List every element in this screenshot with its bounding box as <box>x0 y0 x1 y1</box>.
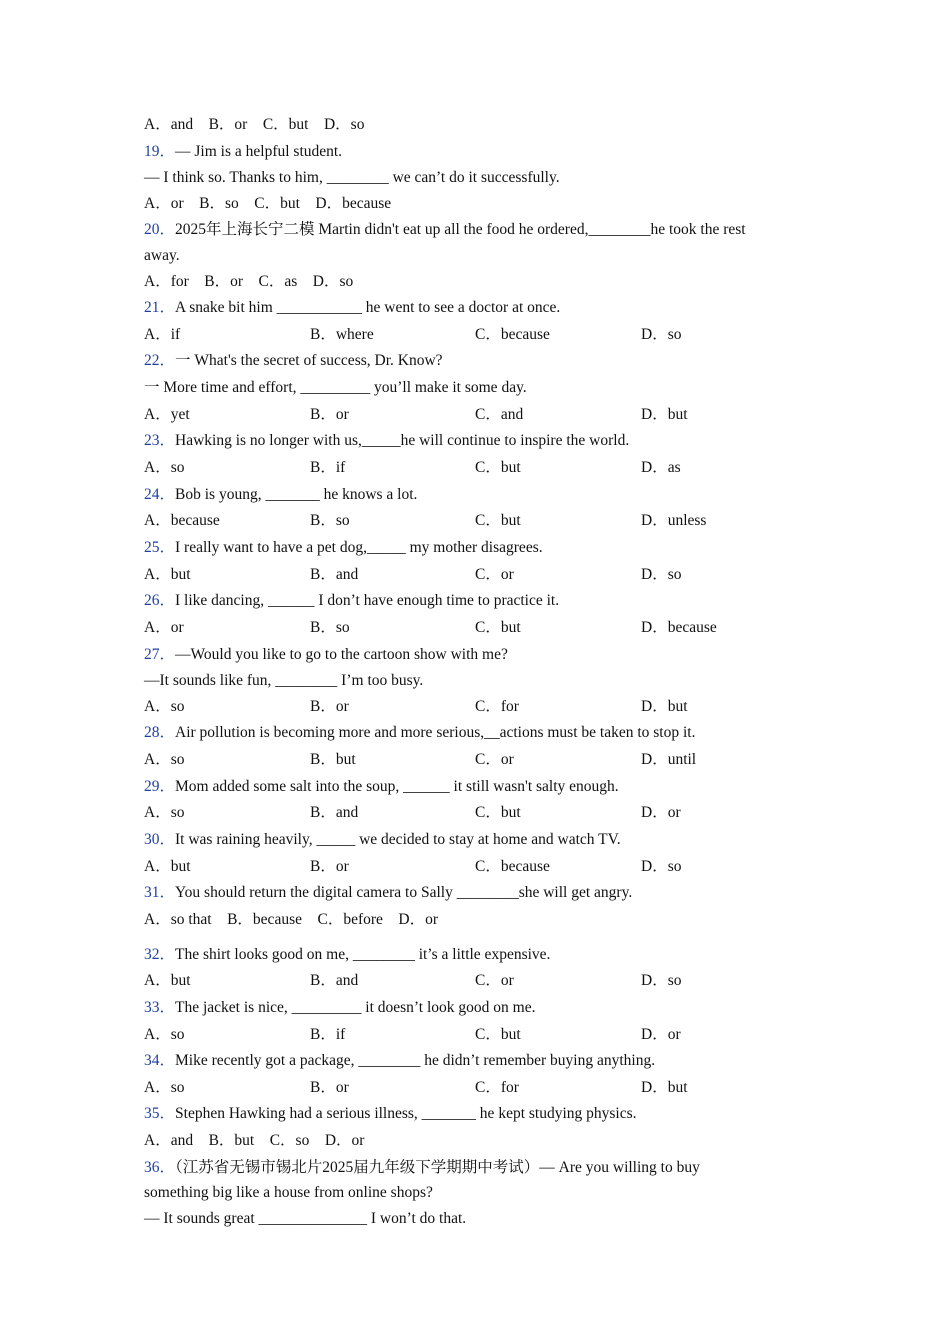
option-d: D．but <box>641 406 688 423</box>
question-number: 27． <box>144 646 176 663</box>
question-33 <box>144 997 535 1019</box>
option-a: A．so <box>144 1079 185 1096</box>
option-c: C．for <box>475 698 519 715</box>
question-number: 29． <box>144 778 176 795</box>
question-32 <box>144 944 550 966</box>
option-b: B．so <box>310 619 350 636</box>
question-stem: （江苏省无锡市锡北片2025届九年级下学期期中考试）— Are you willing to buy <box>175 1159 700 1176</box>
question-stem-continued: something big like a house from online shops? <box>144 1184 433 1201</box>
question-number: 19． <box>144 143 176 160</box>
option-d: D．or <box>641 804 681 821</box>
option-c: C．but <box>475 459 521 476</box>
option-b: B．and <box>310 972 359 989</box>
question-23 <box>144 430 629 452</box>
option-a: A．but <box>144 566 191 583</box>
option-c: C．for <box>475 1079 519 1096</box>
option-b: B．but <box>310 751 356 768</box>
question-30 <box>144 829 621 851</box>
question-number: 36． <box>144 1159 176 1176</box>
dialogue-line: 一 More time and effort, _________ you’ll make it some day. <box>144 379 527 396</box>
question-number: 34． <box>144 1052 176 1069</box>
question-number: 26． <box>144 592 176 609</box>
question-stem: The shirt looks good on me, ________ it’s a little expensive. <box>175 946 551 963</box>
option-a: A．yet <box>144 406 190 423</box>
question-stem: 一 What's the secret of success, Dr. Know? <box>175 352 443 369</box>
question-number: 22． <box>144 352 176 369</box>
option-a: A．so <box>144 1026 185 1043</box>
option-c: C．or <box>475 566 514 583</box>
question-26 <box>144 590 559 612</box>
option-d: D．as <box>641 459 681 476</box>
question-number: 24． <box>144 486 176 503</box>
option-c: C．or <box>475 972 514 989</box>
question-stem: The jacket is nice, _________ it doesn’t look good on me. <box>175 999 536 1016</box>
question-stem: It was raining heavily, _____ we decided to stay at home and watch TV. <box>175 831 621 848</box>
q35-options: A．and B．but C．so D．or <box>144 1132 365 1149</box>
option-a: A．but <box>144 858 191 875</box>
question-25 <box>144 537 543 559</box>
question-stem: Mom added some salt into the soup, ______ it still wasn't salty enough. <box>175 778 619 795</box>
option-d: D．so <box>641 326 682 343</box>
question-stem: 2025年上海长宁二模 Martin didn't eat up all the food he ordered,________he took the rest <box>175 221 746 238</box>
option-b: B．or <box>310 1079 349 1096</box>
option-c: C．but <box>475 1026 521 1043</box>
question-number: 31． <box>144 884 176 901</box>
option-c: C．because <box>475 858 550 875</box>
question-stem: I really want to have a pet dog,_____ my mother disagrees. <box>175 539 543 556</box>
question-stem: Stephen Hawking had a serious illness, _______ he kept studying physics. <box>175 1105 637 1122</box>
q20-options: A．for B．or C．as D．so <box>144 273 354 290</box>
question-stem: Air pollution is becoming more and more serious,__actions must be taken to stop it. <box>175 724 696 741</box>
question-stem-continued: away. <box>144 247 180 264</box>
option-d: D．until <box>641 751 697 768</box>
question-number: 32． <box>144 946 176 963</box>
option-a: A．or <box>144 619 184 636</box>
option-c: C．because <box>475 326 550 343</box>
option-b: B．or <box>310 698 349 715</box>
option-d: D．because <box>641 619 717 636</box>
question-number: 28． <box>144 724 176 741</box>
option-d: D．unless <box>641 512 707 529</box>
option-b: B．and <box>310 804 359 821</box>
question-22 <box>144 350 443 372</box>
question-stem: — Jim is a helpful student. <box>175 143 343 160</box>
question-36 <box>144 1157 700 1179</box>
option-a: A．so <box>144 698 185 715</box>
option-b: B．or <box>310 406 349 423</box>
q19-options: A．or B．so C．but D．because <box>144 195 392 212</box>
option-b: B．so <box>310 512 350 529</box>
option-d: D．so <box>641 972 682 989</box>
question-stem: Mike recently got a package, ________ he didn’t remember buying anything. <box>175 1052 656 1069</box>
question-stem: You should return the digital camera to Sally ________she will get angry. <box>175 884 633 901</box>
dialogue-line: — I think so. Thanks to him, ________ we can’t do it successfully. <box>144 169 560 186</box>
question-20 <box>144 219 746 241</box>
option-a: A．so <box>144 804 185 821</box>
question-number: 20． <box>144 221 176 238</box>
question-stem: Bob is young, _______ he knows a lot. <box>175 486 418 503</box>
dialogue-line: —It sounds like fun, ________ I’m too busy. <box>144 672 424 689</box>
q18-options: A．and B．or C．but D．so <box>144 116 365 133</box>
option-a: A．but <box>144 972 191 989</box>
option-a: A．so <box>144 751 185 768</box>
option-d: D．but <box>641 1079 688 1096</box>
question-number: 23． <box>144 432 176 449</box>
question-34 <box>144 1050 655 1072</box>
option-c: C．but <box>475 512 521 529</box>
question-27 <box>144 644 508 666</box>
question-number: 25． <box>144 539 176 556</box>
option-d: D．or <box>641 1026 681 1043</box>
dialogue-line: — It sounds great ______________ I won’t do that. <box>144 1210 467 1227</box>
option-c: C．but <box>475 619 521 636</box>
option-c: C．or <box>475 751 514 768</box>
q31-options: A．so that B．because C．before D．or <box>144 911 439 928</box>
question-number: 30． <box>144 831 176 848</box>
question-number: 21． <box>144 299 176 316</box>
option-b: B．where <box>310 326 374 343</box>
question-28 <box>144 722 695 744</box>
option-a: A．so <box>144 459 185 476</box>
option-b: B．or <box>310 858 349 875</box>
option-d: D．so <box>641 566 682 583</box>
option-d: D．so <box>641 858 682 875</box>
question-35 <box>144 1103 637 1125</box>
question-number: 35． <box>144 1105 176 1122</box>
question-31 <box>144 882 632 904</box>
option-c: C．and <box>475 406 524 423</box>
option-b: B．if <box>310 1026 346 1043</box>
option-b: B．and <box>310 566 359 583</box>
question-stem: A snake bit him ___________ he went to see a doctor at once. <box>175 299 561 316</box>
option-a: A．if <box>144 326 181 343</box>
question-19 <box>144 141 342 163</box>
option-b: B．if <box>310 459 346 476</box>
question-stem: —Would you like to go to the cartoon show with me? <box>175 646 508 663</box>
question-24 <box>144 484 417 506</box>
option-a: A．because <box>144 512 220 529</box>
question-number: 33． <box>144 999 176 1016</box>
question-stem: I like dancing, ______ I don’t have enough time to practice it. <box>175 592 560 609</box>
question-21 <box>144 297 560 319</box>
option-d: D．but <box>641 698 688 715</box>
question-29 <box>144 776 619 798</box>
question-stem: Hawking is no longer with us,_____he will continue to inspire the world. <box>175 432 630 449</box>
option-c: C．but <box>475 804 521 821</box>
